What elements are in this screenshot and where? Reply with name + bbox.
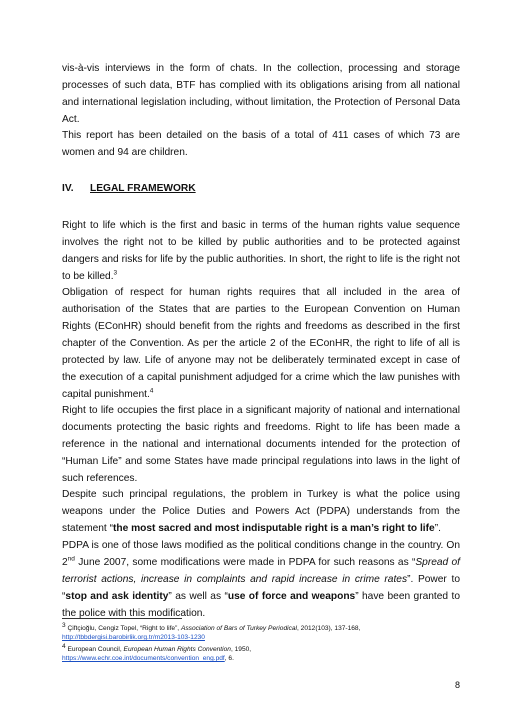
footnote-number: 4 [62, 642, 66, 650]
bold-term-stop-identity: stop and ask identity [65, 591, 169, 602]
footnote-4 [62, 642, 462, 663]
section-heading [62, 183, 196, 194]
footnote-ref-3[interactable]: 3 [113, 269, 118, 277]
italic-quote: Spread of terrorist actions, increase in complaints and rapid increase in crime rates [62, 557, 460, 585]
text-run: ”. Power to “ [62, 574, 460, 602]
paragraph-documents: Right to life occupies the first place in a significant majority of national and international documents protecting the basic rights and freedoms. Right to life has been made a reference in the national and international documents intended for the protection of “Human Life” and some States have made principal regulations into laws in the light of such references. [62, 405, 460, 484]
journal-title: Association of Bars of Turkey Periodical [180, 625, 298, 632]
section-title: LEGAL FRAMEWORK [90, 183, 196, 194]
text-run: ”. [434, 523, 441, 534]
paragraph-pdpa-modification [62, 537, 460, 622]
text-run: PDPA is one of those laws modified as the political conditions change in the country. On 2 [62, 540, 460, 568]
footnote-divider [62, 618, 182, 619]
text-run: Çiftçioğlu, Cengiz Topel, “Right to life”, [65, 625, 181, 632]
paragraph-right-to-life [62, 217, 460, 285]
paragraph-case-count: This report has been detailed on the basis of a total of 411 cases of which 73 are women and 94 are children. [62, 130, 460, 158]
bold-quote: the most sacred and most indisputable right is a man’s right to life [112, 523, 435, 534]
text-run: Despite such principal regulations, the problem in Turkey is what the police using weapons under the Police Duties and Powers Act (PDPA) understands from the statement “ [62, 489, 460, 534]
paragraph-data-collection: vis-à-vis interviews in the form of chats. In the collection, processing and storage processes of such data, BTF has complied with its obligations arising from all national and international legislation including, without limitation, the Protection of Personal Data Act. [62, 63, 460, 125]
text-run: ” have been granted to the police with this modification. [62, 591, 460, 619]
text-run: , 6. [224, 655, 234, 662]
page-number: 8 [455, 680, 461, 690]
paragraph-text: Right to life which is the first and basic in terms of the human rights value sequence involves the right not to be killed by public authorities and to be protected against dangers and risks for life by the public authorities. In short, the right to life is the right not to be killed. [62, 220, 460, 282]
footnote-number: 3 [62, 621, 66, 629]
footnote-4-link[interactable]: https://www.echr.coe.int/documents/convention_eng.pdf [62, 655, 225, 662]
paragraph-obligation [62, 284, 460, 403]
paragraph-pdpa-problem [62, 486, 460, 537]
section-number: IV. [62, 183, 74, 194]
paragraph-text: Obligation of respect for human rights requires that all included in the area of authorisation of the States that are parties to the European Convention on Human Rights (EConHR) should benefit from the rights and freedoms as described in the first chapter of the Convention. As per the article 2 of the EConHR, the right to life of all is protected by law. Life of anyone may not be deliberately terminated except in case of the execution of a capital punishment adjudged for a crime which the law punishes with capital punishment. [62, 287, 460, 400]
text-run: , 2012(103), 137-168, [297, 625, 361, 632]
text-run: European Council, [65, 646, 124, 653]
bold-term-force-weapons: use of force and weapons [227, 591, 356, 602]
footnote-ref-4[interactable]: 4 [149, 387, 154, 395]
convention-title: European Human Rights Convention [123, 646, 231, 653]
text-run: ” as well as “ [168, 591, 228, 602]
ordinal-suffix: nd [67, 555, 75, 563]
text-run: June 2007, some modifications were made in PDPA for such reasons as “ [74, 557, 416, 568]
text-run: , 1950, [230, 646, 252, 653]
footnote-3-link[interactable]: http://tbbdergisi.barobirlik.org.tr/m2013-103-1230 [62, 634, 205, 641]
footnote-3 [62, 621, 462, 642]
